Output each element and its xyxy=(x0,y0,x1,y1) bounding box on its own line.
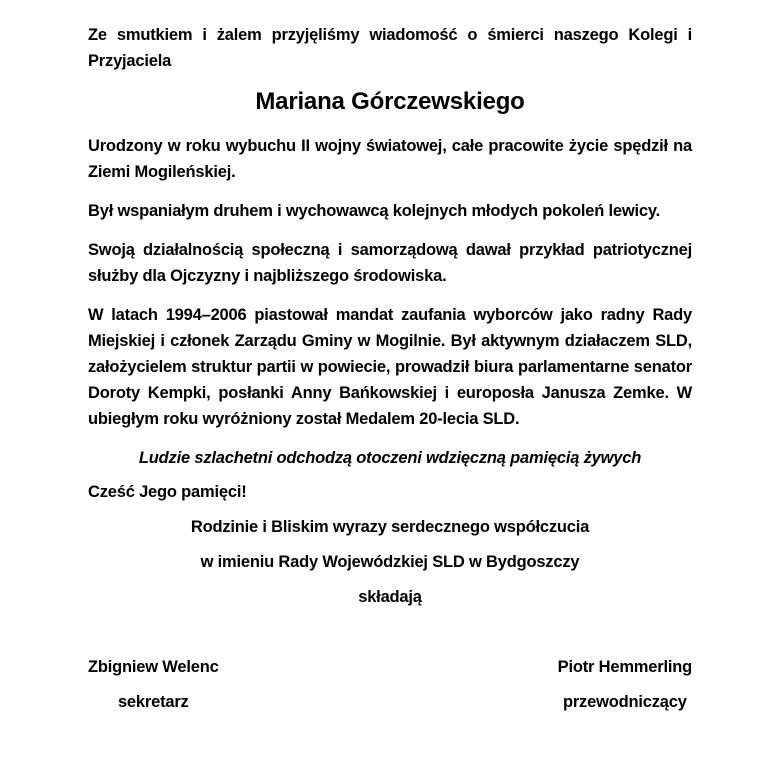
signature-right xyxy=(558,654,692,715)
body-paragraph-1: Urodzony w roku wybuchu II wojny światowej, całe pracowite życie spędził na Ziemi Mogileńskiej. xyxy=(88,137,692,181)
closing-line-on-behalf: w imieniu Rady Wojewódzkiej SLD w Bydgoszczy xyxy=(200,553,580,571)
closing-line-submitted-by: składają xyxy=(358,588,422,606)
deceased-name-heading: Mariana Górczewskiego xyxy=(255,88,525,115)
closing-line-condolences: Rodzinie i Bliskim wyrazy serdecznego współczucia xyxy=(190,518,590,536)
intro-paragraph: Ze smutkiem i żalem przyjęliśmy wiadomość o śmierci naszego Kolegi i Przyjaciela xyxy=(88,26,692,70)
signature-left xyxy=(88,654,219,715)
signature-left-title: sekretarz xyxy=(117,693,189,711)
body-paragraph-4: W latach 1994–2006 piastował mandat zaufania wyborców jako radny Rady Miejskiej i członek Zarządu Gminy w Mogilnie. Był aktywnym działaczem SLD, założycielem struktur partii w powiecie, prowadził biura parlamentarne senator Doroty Kempki, posłanki Anny Bańkowskiej i europosła Janusza Zemke. W ubiegłym roku wyróżniony został Medalem 20-lecia SLD. xyxy=(88,306,692,428)
memorial-quote: Ludzie szlachetni odchodzą otoczeni wdzięczną pamięcią żywych xyxy=(138,449,642,467)
signature-left-name: Zbigniew Welenc xyxy=(88,658,219,676)
signature-right-title: przewodniczący xyxy=(562,693,687,711)
body-paragraph-3: Swoją działalnością społeczną i samorządową dawał przykład patriotycznej służby dla Ojczyzny i najbliższego środowiska. xyxy=(88,241,692,285)
signature-right-name: Piotr Hemmerling xyxy=(557,658,692,676)
tribute-line: Cześć Jego pamięci! xyxy=(88,483,247,501)
signature-block xyxy=(88,654,692,715)
body-paragraph-2: Był wspaniałym druhem i wychowawcą kolejnych młodych pokoleń lewicy. xyxy=(88,202,661,220)
